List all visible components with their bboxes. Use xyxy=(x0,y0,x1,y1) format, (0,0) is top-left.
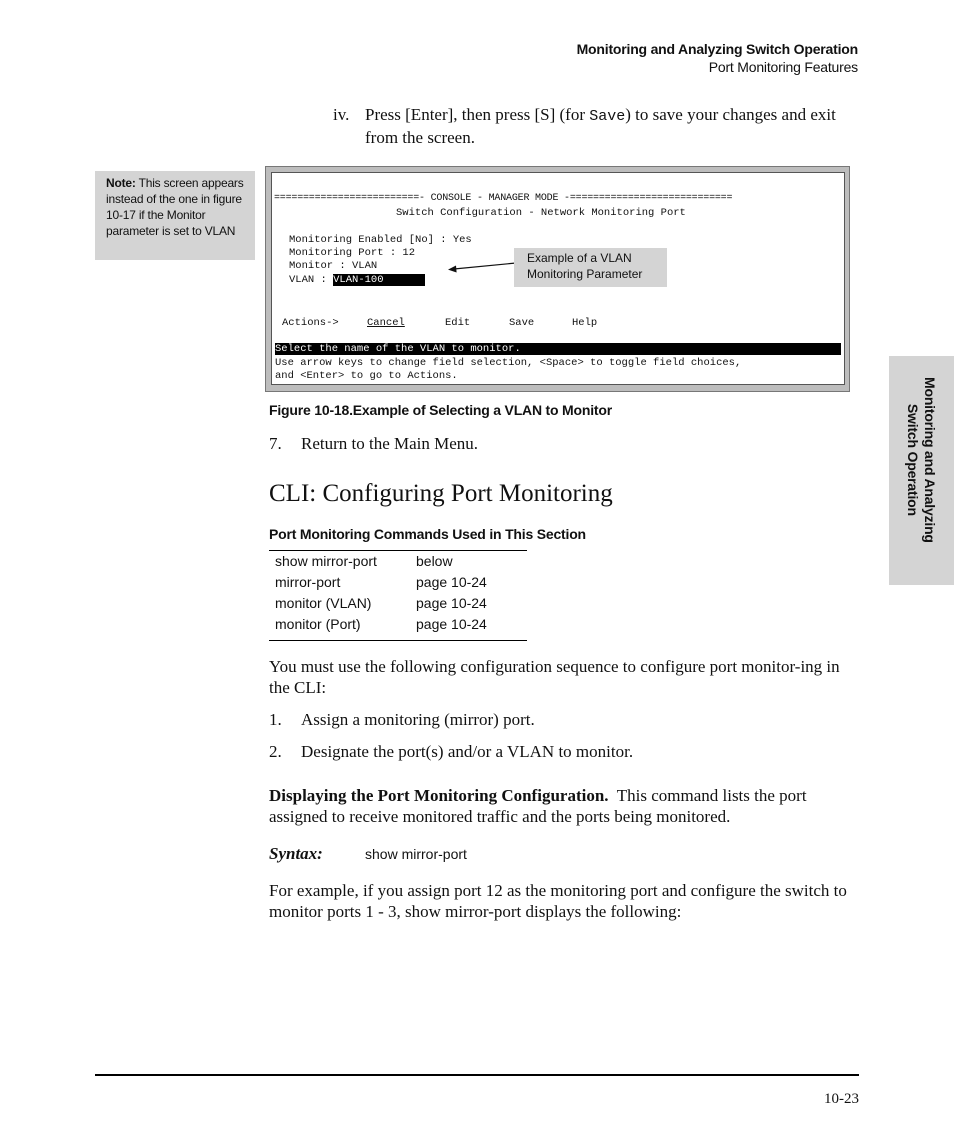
help-line-1: Use arrow keys to change field selection, <Space> to toggle field choices, xyxy=(275,357,742,369)
page-number: 10-23 xyxy=(824,1091,859,1107)
footer-rule xyxy=(95,1074,859,1076)
table-title: Port Monitoring Commands Used in This Section xyxy=(269,526,586,542)
command-cell: monitor (Port) xyxy=(275,616,361,632)
field-vlan-value[interactable]: VLAN-100 xyxy=(333,274,425,286)
command-cell: monitor (VLAN) xyxy=(275,595,372,611)
field-vlan xyxy=(289,274,425,286)
console-screen-title: Switch Configuration - Network Monitoring Port xyxy=(396,207,686,219)
margin-note xyxy=(95,171,255,260)
step-2-text: Designate the port(s) and/or a VLAN to monitor. xyxy=(301,742,634,761)
action-cancel[interactable]: Cancel xyxy=(367,317,405,329)
action-edit[interactable]: Edit xyxy=(445,317,471,329)
side-tab-line-1: Monitoring and Analyzing xyxy=(922,377,938,543)
save-code: Save xyxy=(589,108,626,125)
status-line: Select the name of the VLAN to monitor. xyxy=(275,343,841,355)
running-header-title: Monitoring and Analyzing Switch Operation xyxy=(576,41,858,57)
syntax-command: show mirror-port xyxy=(365,846,467,862)
action-help[interactable]: Help xyxy=(572,317,598,329)
step-2 xyxy=(269,741,633,762)
step-iv-number: iv. xyxy=(333,105,350,124)
table-row xyxy=(269,614,527,635)
table-row xyxy=(269,593,527,614)
command-cell: show mirror-port xyxy=(275,553,377,569)
table-row xyxy=(269,572,527,593)
page-cell: page 10-24 xyxy=(416,595,487,611)
field-vlan-label: VLAN : xyxy=(289,274,334,286)
field-monitor: Monitor : VLAN xyxy=(289,260,378,272)
section-heading: CLI: Configuring Port Monitoring xyxy=(269,480,613,507)
console-banner: =========================- CONSOLE - MANAGER MODE -============================ xyxy=(274,193,733,204)
command-cell: mirror-port xyxy=(275,574,341,590)
actions-label: Actions-> xyxy=(282,317,339,329)
step-iv-text xyxy=(365,104,863,148)
help-line-2: and <Enter> to go to Actions. xyxy=(275,370,458,382)
note-label: Note: xyxy=(106,176,136,190)
chapter-side-tab xyxy=(889,356,954,585)
side-tab-label xyxy=(904,377,938,543)
step-7 xyxy=(269,433,478,454)
syntax-label: Syntax: xyxy=(269,844,323,863)
side-tab-line-2: Switch Operation xyxy=(905,403,921,516)
field-monitoring-enabled: Monitoring Enabled [No] : Yes xyxy=(289,234,472,246)
paragraph-config-sequence: You must use the following configuration sequence to configure port monitor-ing in the CLI: xyxy=(269,657,840,697)
table-row xyxy=(269,551,527,572)
field-monitoring-port: Monitoring Port : 12 xyxy=(289,247,416,259)
figure-caption: Figure 10-18.Example of Selecting a VLAN to Monitor xyxy=(269,402,612,418)
step-iv-text-pre: Press [Enter], then press [S] (for xyxy=(365,105,590,124)
step-2-number: 2. xyxy=(269,742,282,761)
commands-table xyxy=(269,550,527,641)
page-cell: page 10-24 xyxy=(416,574,487,590)
syntax-line xyxy=(269,843,467,865)
paragraph-displaying-config-text: This command lists the port assigned to receive monitored traffic and the ports being monitored. xyxy=(269,786,811,826)
figure-callout: Example of a VLAN Monitoring Parameter xyxy=(514,248,667,287)
step-7-text: Return to the Main Menu. xyxy=(301,434,479,453)
step-1-number: 1. xyxy=(269,710,282,729)
page-cell: below xyxy=(416,553,453,569)
paragraph-example: For example, if you assign port 12 as the monitoring port and configure the switch to monitor ports 1 - 3, show mirror-port displays the following: xyxy=(269,881,847,921)
step-1 xyxy=(269,709,535,730)
step-iv-text-post: ) to save your changes and exit from the screen. xyxy=(365,105,836,147)
action-save[interactable]: Save xyxy=(509,317,535,329)
running-header-subtitle: Port Monitoring Features xyxy=(708,59,858,75)
step-1-text: Assign a monitoring (mirror) port. xyxy=(301,710,535,729)
callout-arrow xyxy=(440,258,520,278)
paragraph-displaying-config xyxy=(269,785,861,827)
step-7-number: 7. xyxy=(269,434,282,453)
run-in-heading: Displaying the Port Monitoring Configuration. xyxy=(269,786,609,805)
note-text: This screen appears instead of the one in figure 10-17 if the Monitor parameter is set to VLAN xyxy=(106,176,244,238)
page-cell: page 10-24 xyxy=(416,616,487,632)
